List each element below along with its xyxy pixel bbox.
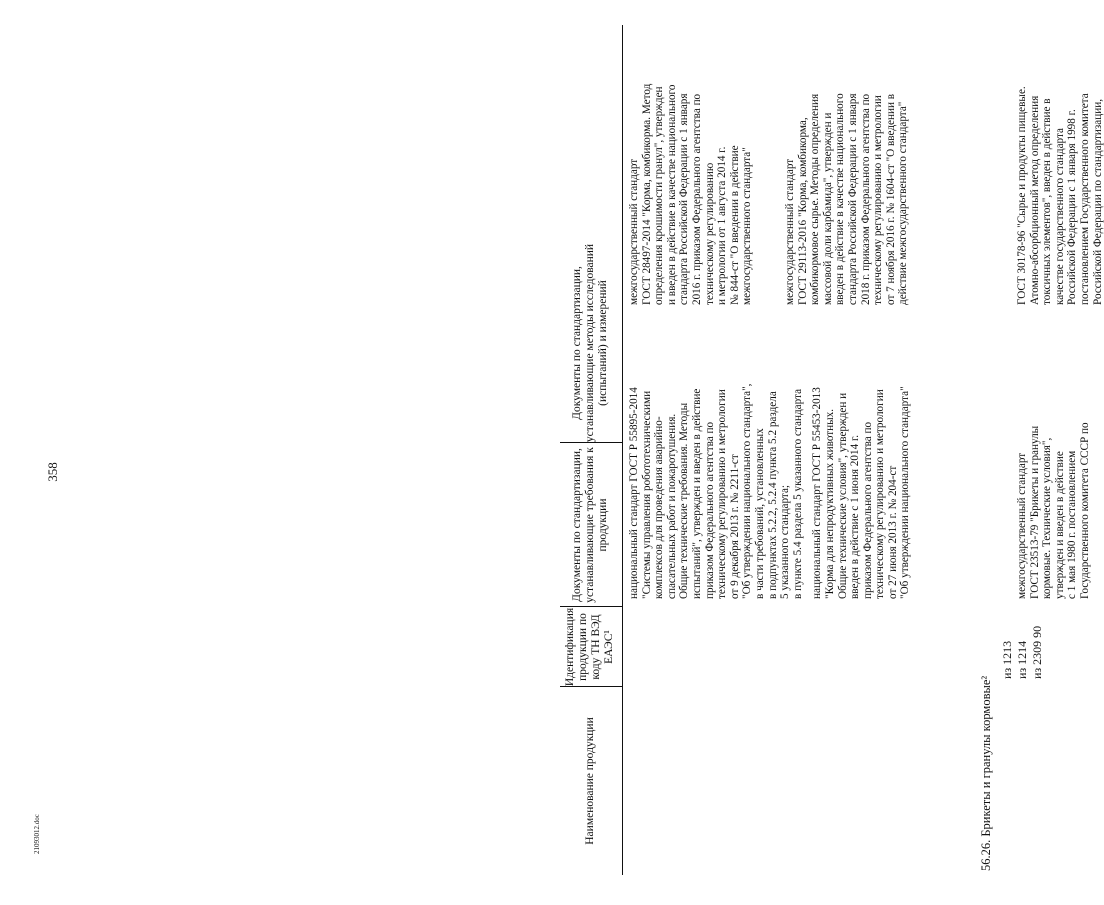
text-line: введен в действие с 1 июня 2014 г. bbox=[849, 434, 862, 599]
text-line: Российской Федерации с 1 января 1998 г. bbox=[1066, 109, 1079, 305]
text-line: техническому регулированию и метрологии bbox=[716, 389, 729, 599]
text-line: техническому регулированию и метрологии bbox=[872, 95, 885, 305]
page-number: 358 bbox=[45, 462, 60, 482]
text-line: ГОСТ 30178-96 "Сырье и продукты пищевые. bbox=[1016, 86, 1028, 305]
header-product-name: Наименование продукции bbox=[583, 717, 596, 845]
text-line: национальный стандарт ГОСТ Р 55453-2013 bbox=[811, 387, 824, 599]
text-line: Государственного комитета СССР по bbox=[1078, 422, 1091, 599]
text-line: действие межгосударственного стандарта" bbox=[897, 101, 910, 305]
text-line bbox=[754, 27, 784, 305]
product-name-cell: 56.26. Брикеты и гранулы кормовые² bbox=[979, 675, 993, 871]
text-line: спасательных работ и пожаротушения. bbox=[665, 413, 678, 599]
text-line: "Об утверждении национального стандарта", bbox=[741, 383, 754, 599]
standards-table bbox=[560, 25, 1104, 875]
text-line: от 9 декабря 2013 г. № 2211-ст bbox=[728, 454, 741, 599]
text-line: техническому регулированию и метрологии bbox=[874, 389, 887, 599]
text-line: ГОСТ 23513-79 "Брикеты и гранулы bbox=[1028, 425, 1041, 599]
text-line: кормовые. Технические условия", bbox=[1041, 437, 1054, 599]
rotated-page-content bbox=[560, 25, 1104, 875]
methods-bottom-cell bbox=[1016, 27, 1104, 305]
header-requirements-docs: Документы по стандартизации, устанавливающие требования к продукции bbox=[570, 447, 609, 603]
text-line: токсичных элементов", введен в действие в bbox=[1041, 98, 1054, 305]
text-line: массовой доли карбамида", утвержден и bbox=[821, 112, 834, 305]
text-line: стандарта Российской Федерации с 1 января bbox=[678, 93, 691, 305]
text-line: и метрологии от 1 августа 2014 г. bbox=[716, 146, 729, 305]
text-line: введен в действие в качестве национального bbox=[834, 93, 847, 305]
text-line: Общие технические условия", утвержден и bbox=[836, 392, 849, 599]
text-line: ГОСТ 29113-2016 "Корма, комбикорма, bbox=[796, 117, 809, 305]
text-line: с 1 мая 1980 г. постановлением bbox=[1066, 450, 1079, 599]
text-line: "Системы управления робототехническими bbox=[640, 390, 653, 599]
text-line: стандарта Российской Федерации с 1 января bbox=[846, 93, 859, 305]
text-line: в пункте 5.4 раздела 5 указанного стандарта bbox=[791, 388, 804, 599]
text-line: межгосударственного стандарта" bbox=[741, 147, 754, 305]
text-line: от 27 июня 2013 г. № 204-ст bbox=[886, 465, 899, 599]
text-line: приказом Федерального агентства по bbox=[703, 421, 716, 599]
text-line: испытаний", утвержден и введен в действие bbox=[690, 388, 703, 599]
text-line: 2016 г. приказом Федерального агентства по bbox=[690, 93, 703, 305]
tnved-codes-cell bbox=[1000, 609, 1045, 679]
text-line: Атомно-абсорбционный метод определения bbox=[1028, 95, 1041, 305]
text-line: и введен в действие в качестве национального bbox=[665, 84, 678, 305]
text-line: техническому регулированию bbox=[703, 162, 716, 305]
tnved-code: из 2309 90 bbox=[1030, 625, 1044, 679]
text-line: "Корма для непродуктивных животных. bbox=[823, 408, 836, 599]
text-line: в подпунктах 5.2.2, 5.2.4 пункта 5.2 раздела bbox=[766, 391, 779, 599]
tnved-code: из 1213 bbox=[1000, 640, 1014, 679]
text-line: утвержден и введен в действие bbox=[1053, 451, 1066, 599]
header-methods-docs: Документы по стандартизации, устанавливающие методы исследований (испытаний) и измерений bbox=[570, 243, 609, 443]
text-line bbox=[804, 309, 811, 599]
text-line: качестве государственного стандарта bbox=[1053, 128, 1066, 305]
methods-top-cell bbox=[628, 27, 910, 305]
text-line: "Об утверждении национального стандарта" bbox=[899, 386, 912, 599]
text-line: № 844-ст "О введении в действие bbox=[728, 145, 741, 305]
text-line: комбикормовое сырье. Методы определения bbox=[809, 93, 822, 305]
text-line: межгосударственный стандарт bbox=[628, 158, 640, 305]
text-line: ГОСТ 28497-2014 "Корма, комбикорма. Метод bbox=[640, 83, 653, 305]
text-line: 2018 г. приказом Федерального агентства по bbox=[859, 93, 872, 305]
requirements-bottom-cell bbox=[1016, 309, 1092, 599]
text-line: национальный стандарт ГОСТ Р 55895-2014 bbox=[628, 387, 640, 599]
text-line: межгосударственный стандарт bbox=[783, 158, 796, 305]
text-line: определения крошимости гранул", утвержден bbox=[653, 86, 666, 305]
tnved-code: из 1214 bbox=[1015, 640, 1029, 679]
header-tnved-code: Идентификация продукции по коду ТН ВЭД ЕАЭС¹ bbox=[564, 607, 615, 687]
text-line: Российской Федерации по стандартизации, bbox=[1091, 98, 1104, 305]
text-line: приказом Федерального агентства по bbox=[861, 421, 874, 599]
text-line: постановлением Государственного комитета bbox=[1078, 93, 1091, 305]
text-line: от 7 ноября 2016 г. № 1604-ст "О введении в bbox=[884, 93, 897, 305]
text-line: межгосударственный стандарт bbox=[1016, 452, 1028, 599]
footer-doc-code: 21093012.doc bbox=[33, 814, 41, 854]
text-line: 5 указанного стандарта; bbox=[779, 484, 792, 599]
text-line: Общие технические требования. Методы bbox=[678, 402, 691, 599]
header-bottom-line bbox=[622, 25, 623, 875]
text-line: в части требований, установленных bbox=[753, 428, 766, 599]
requirements-top-cell bbox=[628, 309, 912, 599]
text-line: комплексов для проведения аварийно- bbox=[653, 416, 666, 599]
